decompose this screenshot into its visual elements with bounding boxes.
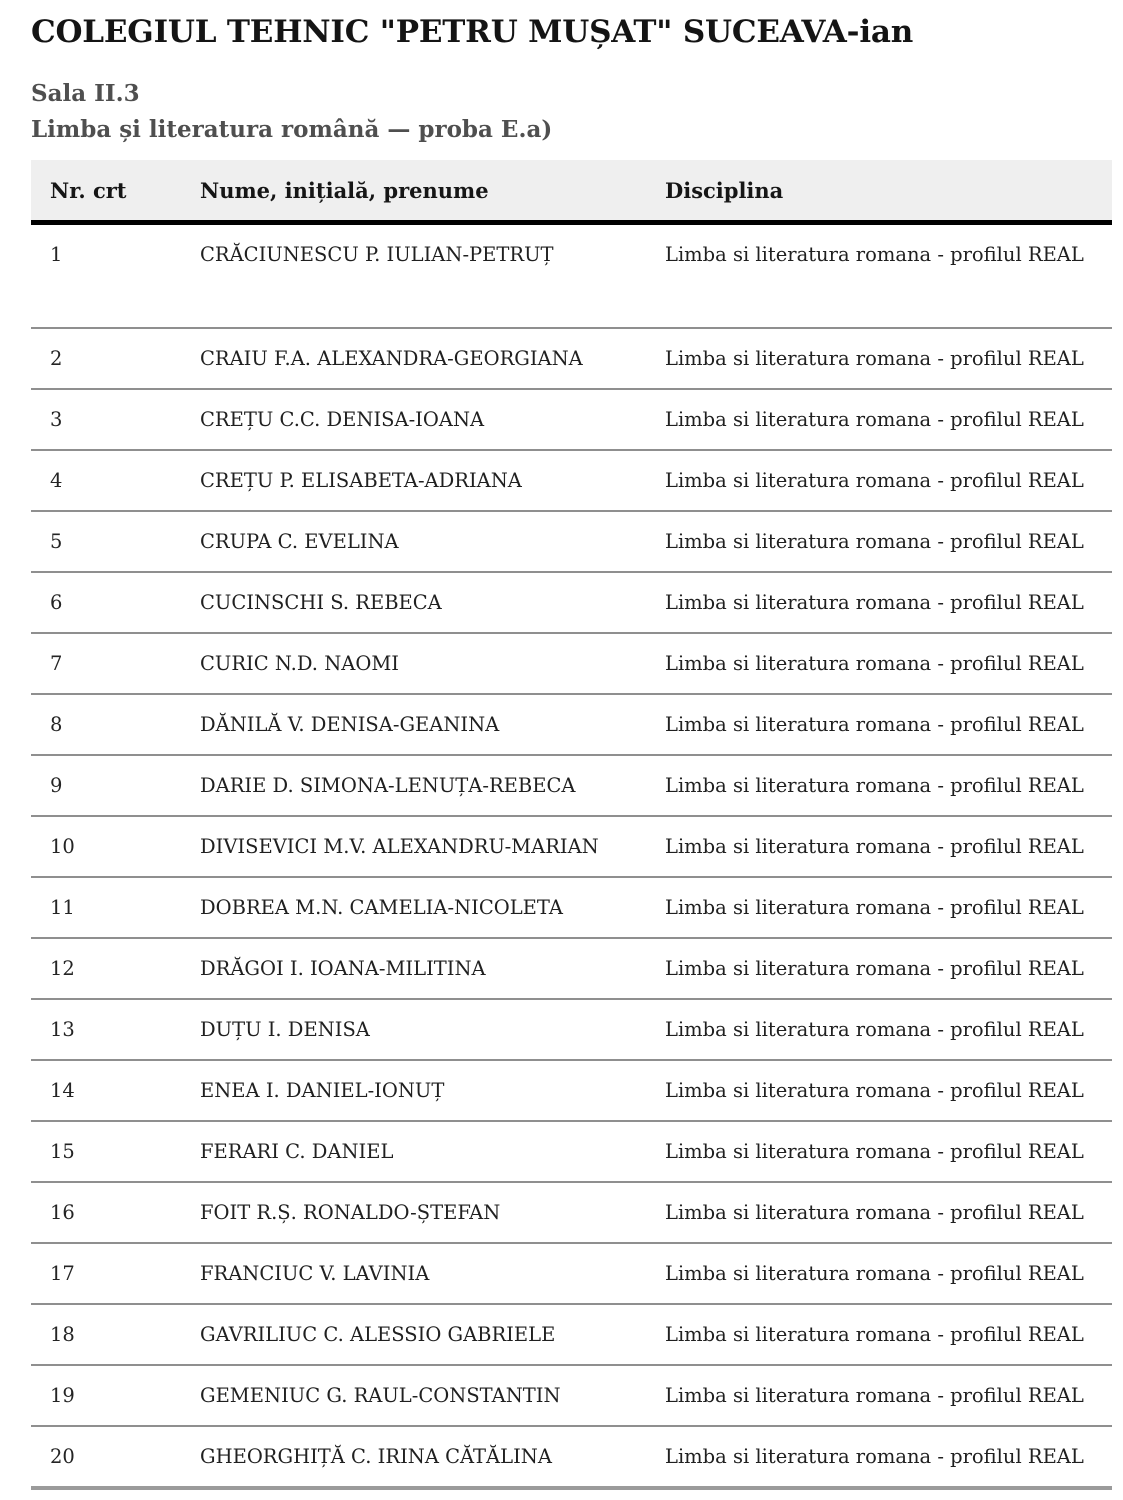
table-row (31, 1427, 1112, 1490)
table-row (31, 512, 1112, 573)
cell-nr: 18 (50, 1322, 75, 1346)
cell-nr: 5 (50, 529, 63, 553)
cell-nr: 10 (50, 834, 75, 858)
cell-name: CREȚU P. ELISABETA-ADRIANA (200, 468, 522, 492)
table-header-row (31, 160, 1112, 225)
cell-nr: 3 (50, 407, 63, 431)
table-row (31, 1122, 1112, 1183)
cell-name: FOIT R.Ș. RONALDO-ȘTEFAN (200, 1200, 501, 1224)
cell-name: GAVRILIUC C. ALESSIO GABRIELE (200, 1322, 556, 1346)
cell-nr: 17 (50, 1261, 75, 1285)
cell-name: CRAIU F.A. ALEXANDRA-GEORGIANA (200, 346, 583, 370)
cell-discipline: Limba si literatura romana - profilul REAL (665, 834, 1084, 858)
cell-name: DIVISEVICI M.V. ALEXANDRU-MARIAN (200, 834, 599, 858)
cell-discipline: Limba si literatura romana - profilul REAL (665, 468, 1084, 492)
cell-nr: 1 (50, 242, 63, 266)
table-row (31, 329, 1112, 390)
cell-discipline: Limba si literatura romana - profilul REAL (665, 1383, 1084, 1407)
cell-name: CUCINSCHI S. REBECA (200, 590, 442, 614)
table-row (31, 878, 1112, 939)
table-row (31, 817, 1112, 878)
room-label: Sala II.3 (31, 79, 140, 107)
table-row (31, 1000, 1112, 1061)
exam-subject-label: Limba și literatura română — proba E.a) (31, 115, 553, 143)
table-row (31, 390, 1112, 451)
table-row (31, 225, 1112, 329)
table-row (31, 451, 1112, 512)
cell-nr: 6 (50, 590, 63, 614)
table-row (31, 1366, 1112, 1427)
cell-name: FRANCIUC V. LAVINIA (200, 1261, 430, 1285)
cell-name: DRĂGOI I. IOANA-MILITINA (200, 956, 486, 980)
cell-discipline: Limba si literatura romana - profilul REAL (665, 956, 1084, 980)
cell-discipline: Limba si literatura romana - profilul REAL (665, 1444, 1084, 1468)
cell-discipline: Limba si literatura romana - profilul REAL (665, 1261, 1084, 1285)
cell-nr: 14 (50, 1078, 75, 1102)
cell-discipline: Limba si literatura romana - profilul REAL (665, 346, 1084, 370)
cell-nr: 7 (50, 651, 63, 675)
table-row (31, 756, 1112, 817)
column-header-name: Nume, inițială, prenume (200, 178, 489, 204)
cell-name: CRĂCIUNESCU P. IULIAN-PETRUȚ (200, 242, 554, 266)
table-row (31, 695, 1112, 756)
cell-discipline: Limba si literatura romana - profilul REAL (665, 895, 1084, 919)
cell-discipline: Limba si literatura romana - profilul REAL (665, 1017, 1084, 1041)
cell-nr: 8 (50, 712, 63, 736)
column-header-nr: Nr. crt (50, 178, 127, 204)
table-body (31, 225, 1112, 1490)
cell-discipline: Limba si literatura romana - profilul REAL (665, 242, 1084, 266)
cell-discipline: Limba si literatura romana - profilul REAL (665, 1078, 1084, 1102)
cell-name: DARIE D. SIMONA-LENUȚA-REBECA (200, 773, 576, 797)
page-title: COLEGIUL TEHNIC "PETRU MUȘAT" SUCEAVA-ian (31, 14, 914, 50)
cell-discipline: Limba si literatura romana - profilul REAL (665, 529, 1084, 553)
cell-nr: 2 (50, 346, 63, 370)
cell-discipline: Limba si literatura romana - profilul REAL (665, 712, 1084, 736)
table-row (31, 939, 1112, 1000)
cell-nr: 12 (50, 956, 75, 980)
cell-name: ENEA I. DANIEL-IONUȚ (200, 1078, 445, 1102)
cell-discipline: Limba si literatura romana - profilul REAL (665, 1322, 1084, 1346)
table-row (31, 1183, 1112, 1244)
cell-name: GHEORGHIȚĂ C. IRINA CĂTĂLINA (200, 1444, 552, 1468)
cell-nr: 20 (50, 1444, 75, 1468)
cell-name: FERARI C. DANIEL (200, 1139, 394, 1163)
cell-nr: 11 (50, 895, 75, 919)
table-row (31, 1305, 1112, 1366)
cell-nr: 19 (50, 1383, 75, 1407)
cell-name: DOBREA M.N. CAMELIA-NICOLETA (200, 895, 563, 919)
cell-name: CRUPA C. EVELINA (200, 529, 399, 553)
table-row (31, 1061, 1112, 1122)
cell-discipline: Limba si literatura romana - profilul REAL (665, 407, 1084, 431)
cell-name: CURIC N.D. NAOMI (200, 651, 400, 675)
cell-discipline: Limba si literatura romana - profilul REAL (665, 590, 1084, 614)
cell-nr: 16 (50, 1200, 75, 1224)
cell-discipline: Limba si literatura romana - profilul REAL (665, 773, 1084, 797)
cell-discipline: Limba si literatura romana - profilul REAL (665, 1200, 1084, 1224)
cell-name: CREȚU C.C. DENISA-IOANA (200, 407, 485, 431)
cell-name: DĂNILĂ V. DENISA-GEANINA (200, 712, 500, 736)
cell-nr: 4 (50, 468, 63, 492)
cell-name: DUȚU I. DENISA (200, 1017, 370, 1041)
cell-discipline: Limba si literatura romana - profilul REAL (665, 651, 1084, 675)
table-row (31, 634, 1112, 695)
table-row (31, 573, 1112, 634)
candidates-table (31, 160, 1112, 1490)
table-row (31, 1244, 1112, 1305)
cell-nr: 15 (50, 1139, 75, 1163)
cell-name: GEMENIUC G. RAUL-CONSTANTIN (200, 1383, 561, 1407)
column-header-discipline: Disciplina (665, 178, 784, 204)
cell-nr: 13 (50, 1017, 75, 1041)
cell-nr: 9 (50, 773, 63, 797)
cell-discipline: Limba si literatura romana - profilul REAL (665, 1139, 1084, 1163)
